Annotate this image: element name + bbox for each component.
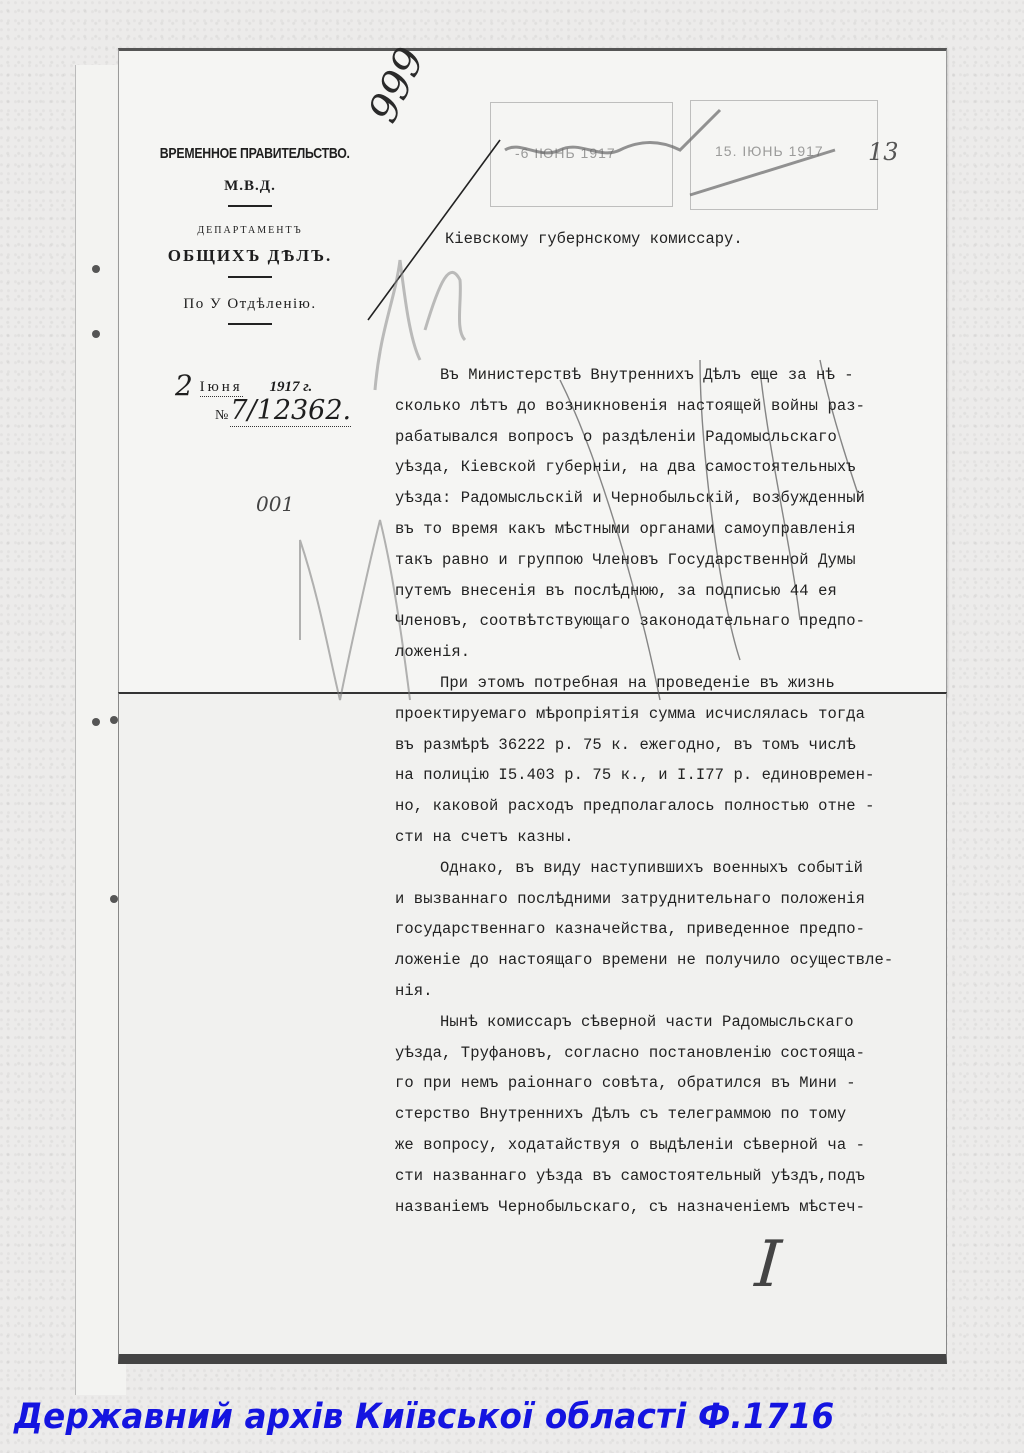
- punch-hole: [92, 265, 100, 273]
- page-mark: I: [745, 1228, 791, 1302]
- text-line: сти на счетъ казны.: [395, 827, 574, 846]
- text-line: на полицію I5.403 р. 75 к., и I.I77 р. единовремен-: [395, 766, 875, 785]
- stamp-date: 15. ІЮНЬ 1917: [715, 143, 824, 159]
- text-line: уѣзда, Кіевской губерніи, на два самостоятельныхъ: [395, 458, 856, 477]
- document-number: [215, 395, 351, 426]
- text-line: уѣзда, Труфановъ, согласно постановленію состояща-: [395, 1043, 866, 1062]
- handwritten-number: 999: [360, 40, 434, 130]
- date-year: 1917 г.: [269, 379, 313, 395]
- paragraph: [395, 853, 915, 1007]
- text-line: проектируемаго мѣропріятія сумма исчислялась тогда: [395, 704, 866, 723]
- text-line: ложенія.: [395, 643, 471, 662]
- letterhead-ministry: М.В.Д.: [224, 178, 276, 194]
- date-day: 2: [175, 369, 193, 402]
- document-body: [395, 360, 915, 1222]
- divider: [228, 205, 272, 207]
- text-line: го при немъ раіоннаго совѣта, обратился въ Мини -: [395, 1074, 856, 1093]
- addressee: Кіевскому губернскому комиссару.: [445, 230, 743, 248]
- text-line: но, каковой расходъ предполагалось полностью отне -: [395, 797, 875, 816]
- text-line: При этомъ потребная на проведеніе въ жизнь: [440, 673, 835, 692]
- text-line: нія.: [395, 981, 433, 1000]
- text-line: въ то время какъ мѣстными органами самоуправленія: [395, 519, 856, 538]
- letterhead-section: По У Отдѣленію.: [183, 296, 317, 312]
- punch-hole: [110, 895, 118, 903]
- number-value: 7/12362.: [230, 395, 352, 426]
- text-line: государственнаго казначейства, приведенное предпо-: [395, 920, 866, 939]
- paragraph: [395, 1007, 915, 1223]
- text-line: же вопросу, ходатайствуя о выдѣленіи сѣверной ча -: [395, 1135, 866, 1154]
- letterhead-department-label: ДЕПАРТАМЕНТЪ: [197, 225, 303, 236]
- text-line: Членовъ, соотвѣтствующаго законодательнаго предпо-: [395, 612, 866, 631]
- letterhead: [140, 145, 360, 325]
- letterhead-department-name: ОБЩИХЪ ДѢЛЪ.: [167, 246, 333, 265]
- divider: [228, 276, 272, 278]
- letterhead-government: ВРЕМЕННОЕ ПРАВИТЕЛЬСТВО.: [159, 145, 350, 162]
- text-line: сколько лѣтъ до возникновенія настоящей войны раз-: [395, 396, 866, 415]
- text-line: Нынѣ комиссаръ сѣверной части Радомысльскаго: [440, 1012, 854, 1031]
- punch-hole: [92, 718, 100, 726]
- text-line: путемъ внесенія въ послѣднюю, за подписью 44 ея: [395, 581, 837, 600]
- text-line: рабатывался вопросъ о раздѣленіи Радомысльскаго: [395, 427, 837, 446]
- number-prefix: №: [215, 408, 229, 423]
- text-line: Въ Министерствѣ Внутреннихъ Дѣлъ еще за нѣ -: [440, 366, 854, 384]
- handwritten-corner-number: 13: [868, 138, 899, 166]
- text-line: ложеніе до настоящаго времени не получило осуществле-: [395, 951, 894, 970]
- registration-stamp: [690, 100, 878, 210]
- text-line: названіемъ Чернобыльскаго, съ назначеніемъ мѣстеч-: [395, 1197, 866, 1216]
- registration-stamp: [490, 102, 673, 207]
- archive-caption: Державний архів Київської області Ф.1716: [14, 1397, 835, 1437]
- stamp-date: -6 ІЮНЬ 1917: [515, 145, 616, 161]
- handwritten-margin-note: 001: [256, 492, 295, 516]
- text-line: такъ равно и группою Членовъ Государственной Думы: [395, 550, 856, 569]
- text-line: стерство Внутреннихъ Дѣлъ съ телеграммою по тому: [395, 1105, 847, 1124]
- text-line: и вызваннаго послѣдними затруднительнаго положенія: [395, 889, 866, 908]
- text-line: въ размѣрѣ 36222 р. 75 к. ежегодно, въ томъ числѣ: [395, 735, 856, 754]
- paragraph: [395, 668, 915, 853]
- text-line: Однако, въ виду наступившихъ военныхъ событій: [440, 858, 864, 877]
- text-line: сти названнаго уѣзда въ самостоятельный уѣздъ,подъ: [395, 1166, 866, 1185]
- punch-hole: [110, 716, 118, 724]
- text-line: уѣзда: Радомысльскій и Чернобыльскій, возбужденный: [395, 489, 866, 508]
- document-date: [175, 365, 313, 402]
- date-month: Іюня: [199, 379, 243, 395]
- paragraph: [395, 360, 915, 668]
- punch-hole: [92, 330, 100, 338]
- divider: [228, 323, 272, 325]
